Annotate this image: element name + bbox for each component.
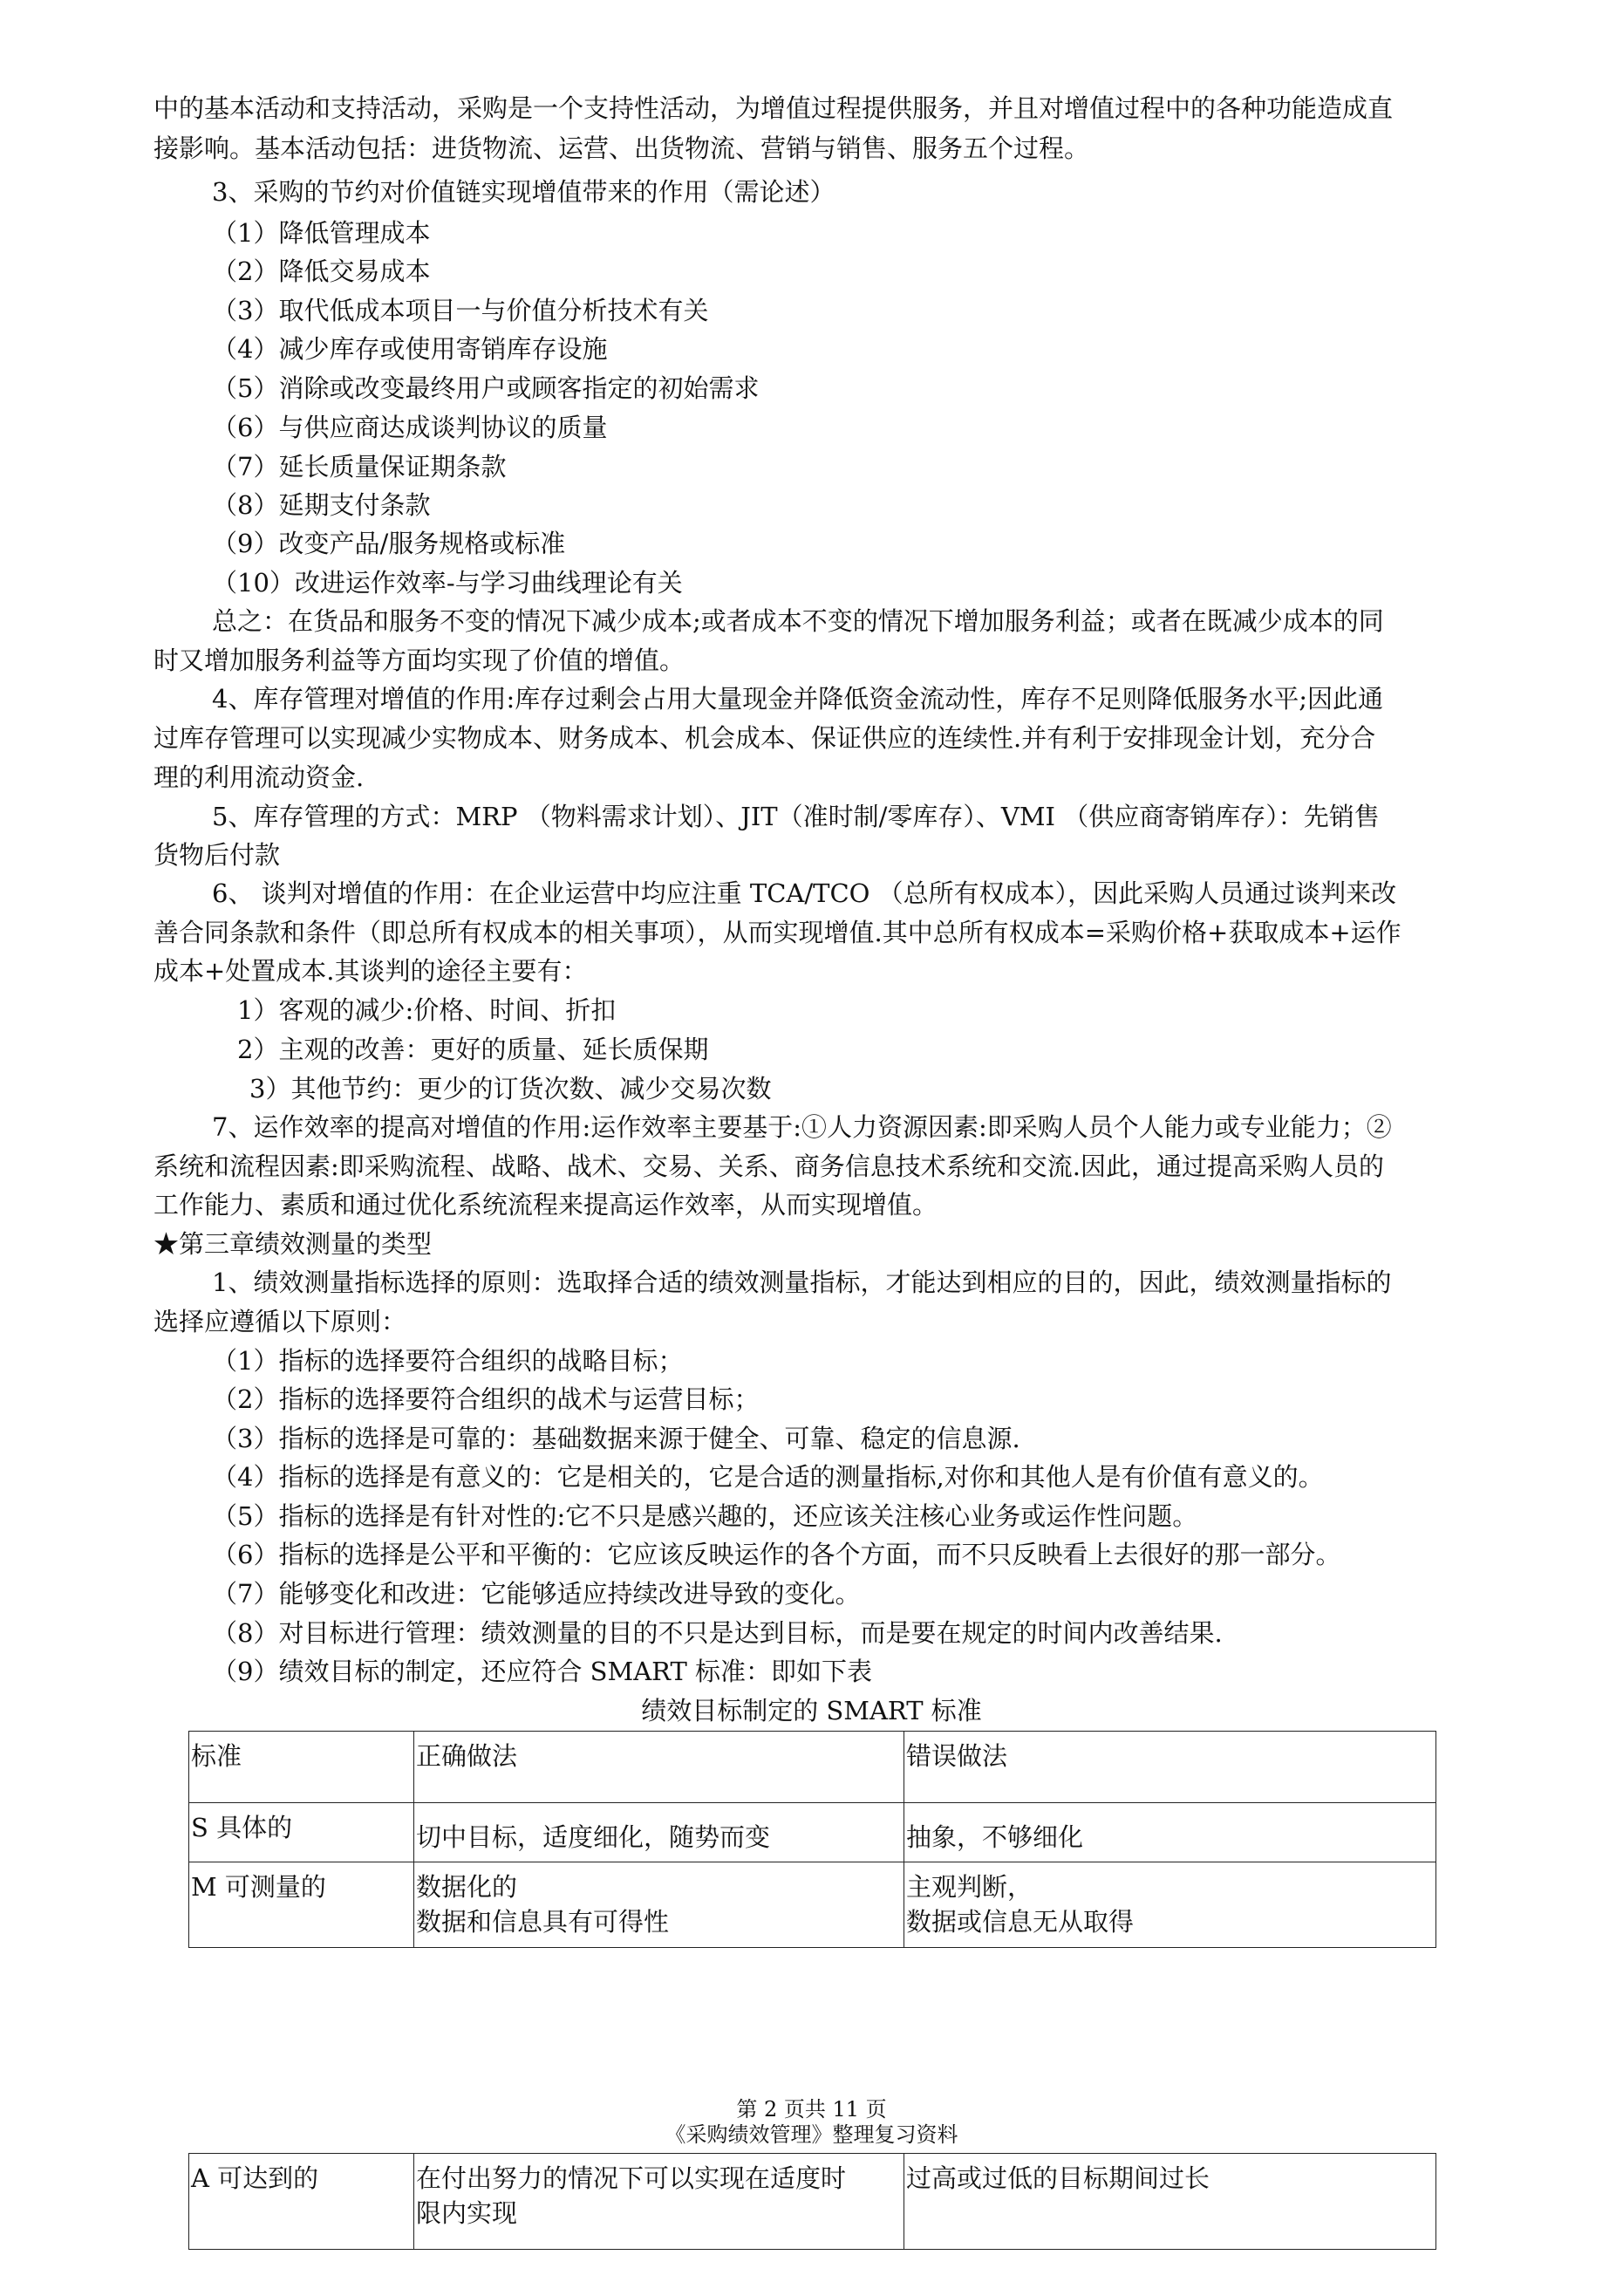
- cell-line: 数据和信息具有可得性: [416, 1907, 670, 1937]
- paragraph-line: 中的基本活动和支持活动，采购是一个支持性活动，为增值过程提供服务，并且对增值过程中的各种功能造成直: [153, 93, 1394, 123]
- list-item: （2）指标的选择要符合组织的战术与运营目标；: [212, 1384, 760, 1414]
- section-heading: 3、采购的节约对价值链实现增值带来的作用（需论述）: [212, 177, 835, 207]
- table-cell: 切中目标，适度细化，随势而变: [414, 1803, 904, 1862]
- paragraph-line: 7、运作效率的提高对增值的作用:运作效率主要基于:①人力资源因素:即采购人员个人能力或专业能力；②: [212, 1112, 1392, 1142]
- list-item: （8）延期支付条款: [212, 490, 431, 520]
- table-cell: M 可测量的: [189, 1862, 414, 1948]
- list-item: （10）改进运作效率-与学习曲线理论有关: [212, 568, 683, 598]
- paragraph-line: 接影响。基本活动包括：进货物流、运营、出货物流、营销与销售、服务五个过程。: [153, 133, 1090, 163]
- chapter-heading: ★第三章绩效测量的类型: [153, 1229, 433, 1259]
- table-row: [189, 1862, 1436, 1948]
- list-item: （2）降低交易成本: [212, 256, 431, 286]
- paragraph-line: 选择应遵循以下原则：: [153, 1307, 407, 1336]
- paragraph-line: 6、 谈判对增值的作用：在企业运营中均应注重 TCA/TCO （总所有权成本），因此采购人员通过谈判来改: [212, 878, 1397, 908]
- table-caption: 绩效目标制定的 SMART 标准: [641, 1696, 982, 1725]
- list-item: （6）与供应商达成谈判协议的质量: [212, 413, 608, 442]
- table-header-row: [189, 1732, 1436, 1803]
- list-item: （8）对目标进行管理：绩效测量的目的不只是达到目标，而是要在规定的时间内改善结果.: [212, 1618, 1223, 1648]
- smart-table: [188, 1731, 1436, 1948]
- paragraph-line: 5、库存管理的方式：MRP （物料需求计划）、JIT（准时制/零库存）、VMI （供应商寄销库存）：先销售: [212, 802, 1380, 831]
- paragraph-line: 理的利用流动资金.: [153, 762, 365, 792]
- paragraph-line: 总之：在货品和服务不变的情况下减少成本;或者成本不变的情况下增加服务利益；或者在既减少成本的同: [212, 606, 1384, 636]
- list-item: （3）指标的选择是可靠的：基础数据来源于健全、可靠、稳定的信息源.: [212, 1424, 1020, 1453]
- list-item: （7）延长质量保证期条款: [212, 452, 507, 482]
- list-item: （7）能够变化和改进：它能够适应持续改进导致的变化。: [212, 1579, 861, 1609]
- smart-table-continued: [188, 2153, 1436, 2250]
- table-row: [189, 2154, 1436, 2250]
- list-item: （9）绩效目标的制定，还应符合 SMART 标准：即如下表: [212, 1657, 873, 1686]
- paragraph-line: 4、库存管理对增值的作用:库存过剩会占用大量现金并降低资金流动性，库存不足则降低服务水平;因此通: [212, 684, 1383, 714]
- paragraph-line: 过库存管理可以实现减少实物成本、财务成本、机会成本、保证供应的连续性.并有利于安排现金计划，充分合: [153, 723, 1376, 753]
- table-cell: [414, 1862, 904, 1948]
- table-cell: [414, 2154, 904, 2250]
- list-item: （6）指标的选择是公平和平衡的：它应该反映运作的各个方面，而不只反映看上去很好的那一部分。: [212, 1540, 1341, 1569]
- list-item: （3）取代低成本项目一与价值分析技术有关: [212, 296, 709, 325]
- header-cell: 标准: [189, 1732, 414, 1803]
- list-item: （9）改变产品/服务规格或标准: [212, 529, 566, 558]
- list-item: （5）指标的选择是有针对性的:它不只是感兴趣的，还应该关注核心业务或运作性问题。: [212, 1501, 1198, 1531]
- document-title: 《采购绩效管理》整理复习资料: [665, 2122, 958, 2147]
- paragraph-line: 货物后付款: [153, 840, 281, 870]
- list-item: （1）指标的选择要符合组织的战略目标；: [212, 1346, 684, 1376]
- list-item: （1）降低管理成本: [212, 218, 431, 248]
- list-item: （5）消除或改变最终用户或顾客指定的初始需求: [212, 373, 760, 403]
- table-cell: 抽象，不够细化: [904, 1803, 1436, 1862]
- table-cell: S 具体的: [189, 1803, 414, 1862]
- list-item: （4）减少库存或使用寄销库存设施: [212, 334, 608, 364]
- paragraph-line: 工作能力、素质和通过优化系统流程来提高运作效率，从而实现增值。: [153, 1190, 938, 1220]
- table-cell: 过高或过低的目标期间过长: [904, 2154, 1436, 2250]
- table-cell: A 可达到的: [189, 2154, 414, 2250]
- page-number: 第 2 页共 11 页: [736, 2097, 887, 2122]
- list-item: 1）客观的减少:价格、时间、折扣: [237, 995, 617, 1025]
- table-row: [189, 1803, 1436, 1862]
- paragraph-line: 善合同条款和条件（即总所有权成本的相关事项），从而实现增值.其中总所有权成本=采购价格+获取成本+运作: [153, 918, 1401, 947]
- cell-line: 数据化的: [416, 1872, 518, 1902]
- paragraph-line: 系统和流程因素:即采购流程、战略、战术、交易、关系、商务信息技术系统和交流.因此，通过提高采购人员的: [153, 1151, 1384, 1181]
- list-item: 3）其他节约：更少的订货次数、减少交易次数: [249, 1074, 772, 1104]
- paragraph-line: 时又增加服务利益等方面均实现了价值的增值。: [153, 646, 685, 675]
- header-cell: 错误做法: [904, 1732, 1436, 1803]
- cell-line: 主观判断，: [906, 1872, 1033, 1902]
- paragraph-line: 1、绩效测量指标选择的原则：选取择合适的绩效测量指标，才能达到相应的目的，因此，绩效测量指标的: [212, 1268, 1392, 1297]
- cell-line: 限内实现: [416, 2198, 518, 2228]
- list-item: 2）主观的改善：更好的质量、延长质保期: [237, 1035, 709, 1064]
- paragraph-line: 成本+处置成本.其谈判的途径主要有：: [153, 956, 588, 986]
- table-cell: [904, 1862, 1436, 1948]
- cell-line: 数据或信息无从取得: [906, 1907, 1135, 1937]
- header-cell: 正确做法: [414, 1732, 904, 1803]
- list-item: （4）指标的选择是有意义的：它是相关的，它是合适的测量指标,对你和其他人是有价值有意义的。: [212, 1462, 1324, 1492]
- cell-line: 在付出努力的情况下可以实现在适度时: [416, 2163, 847, 2193]
